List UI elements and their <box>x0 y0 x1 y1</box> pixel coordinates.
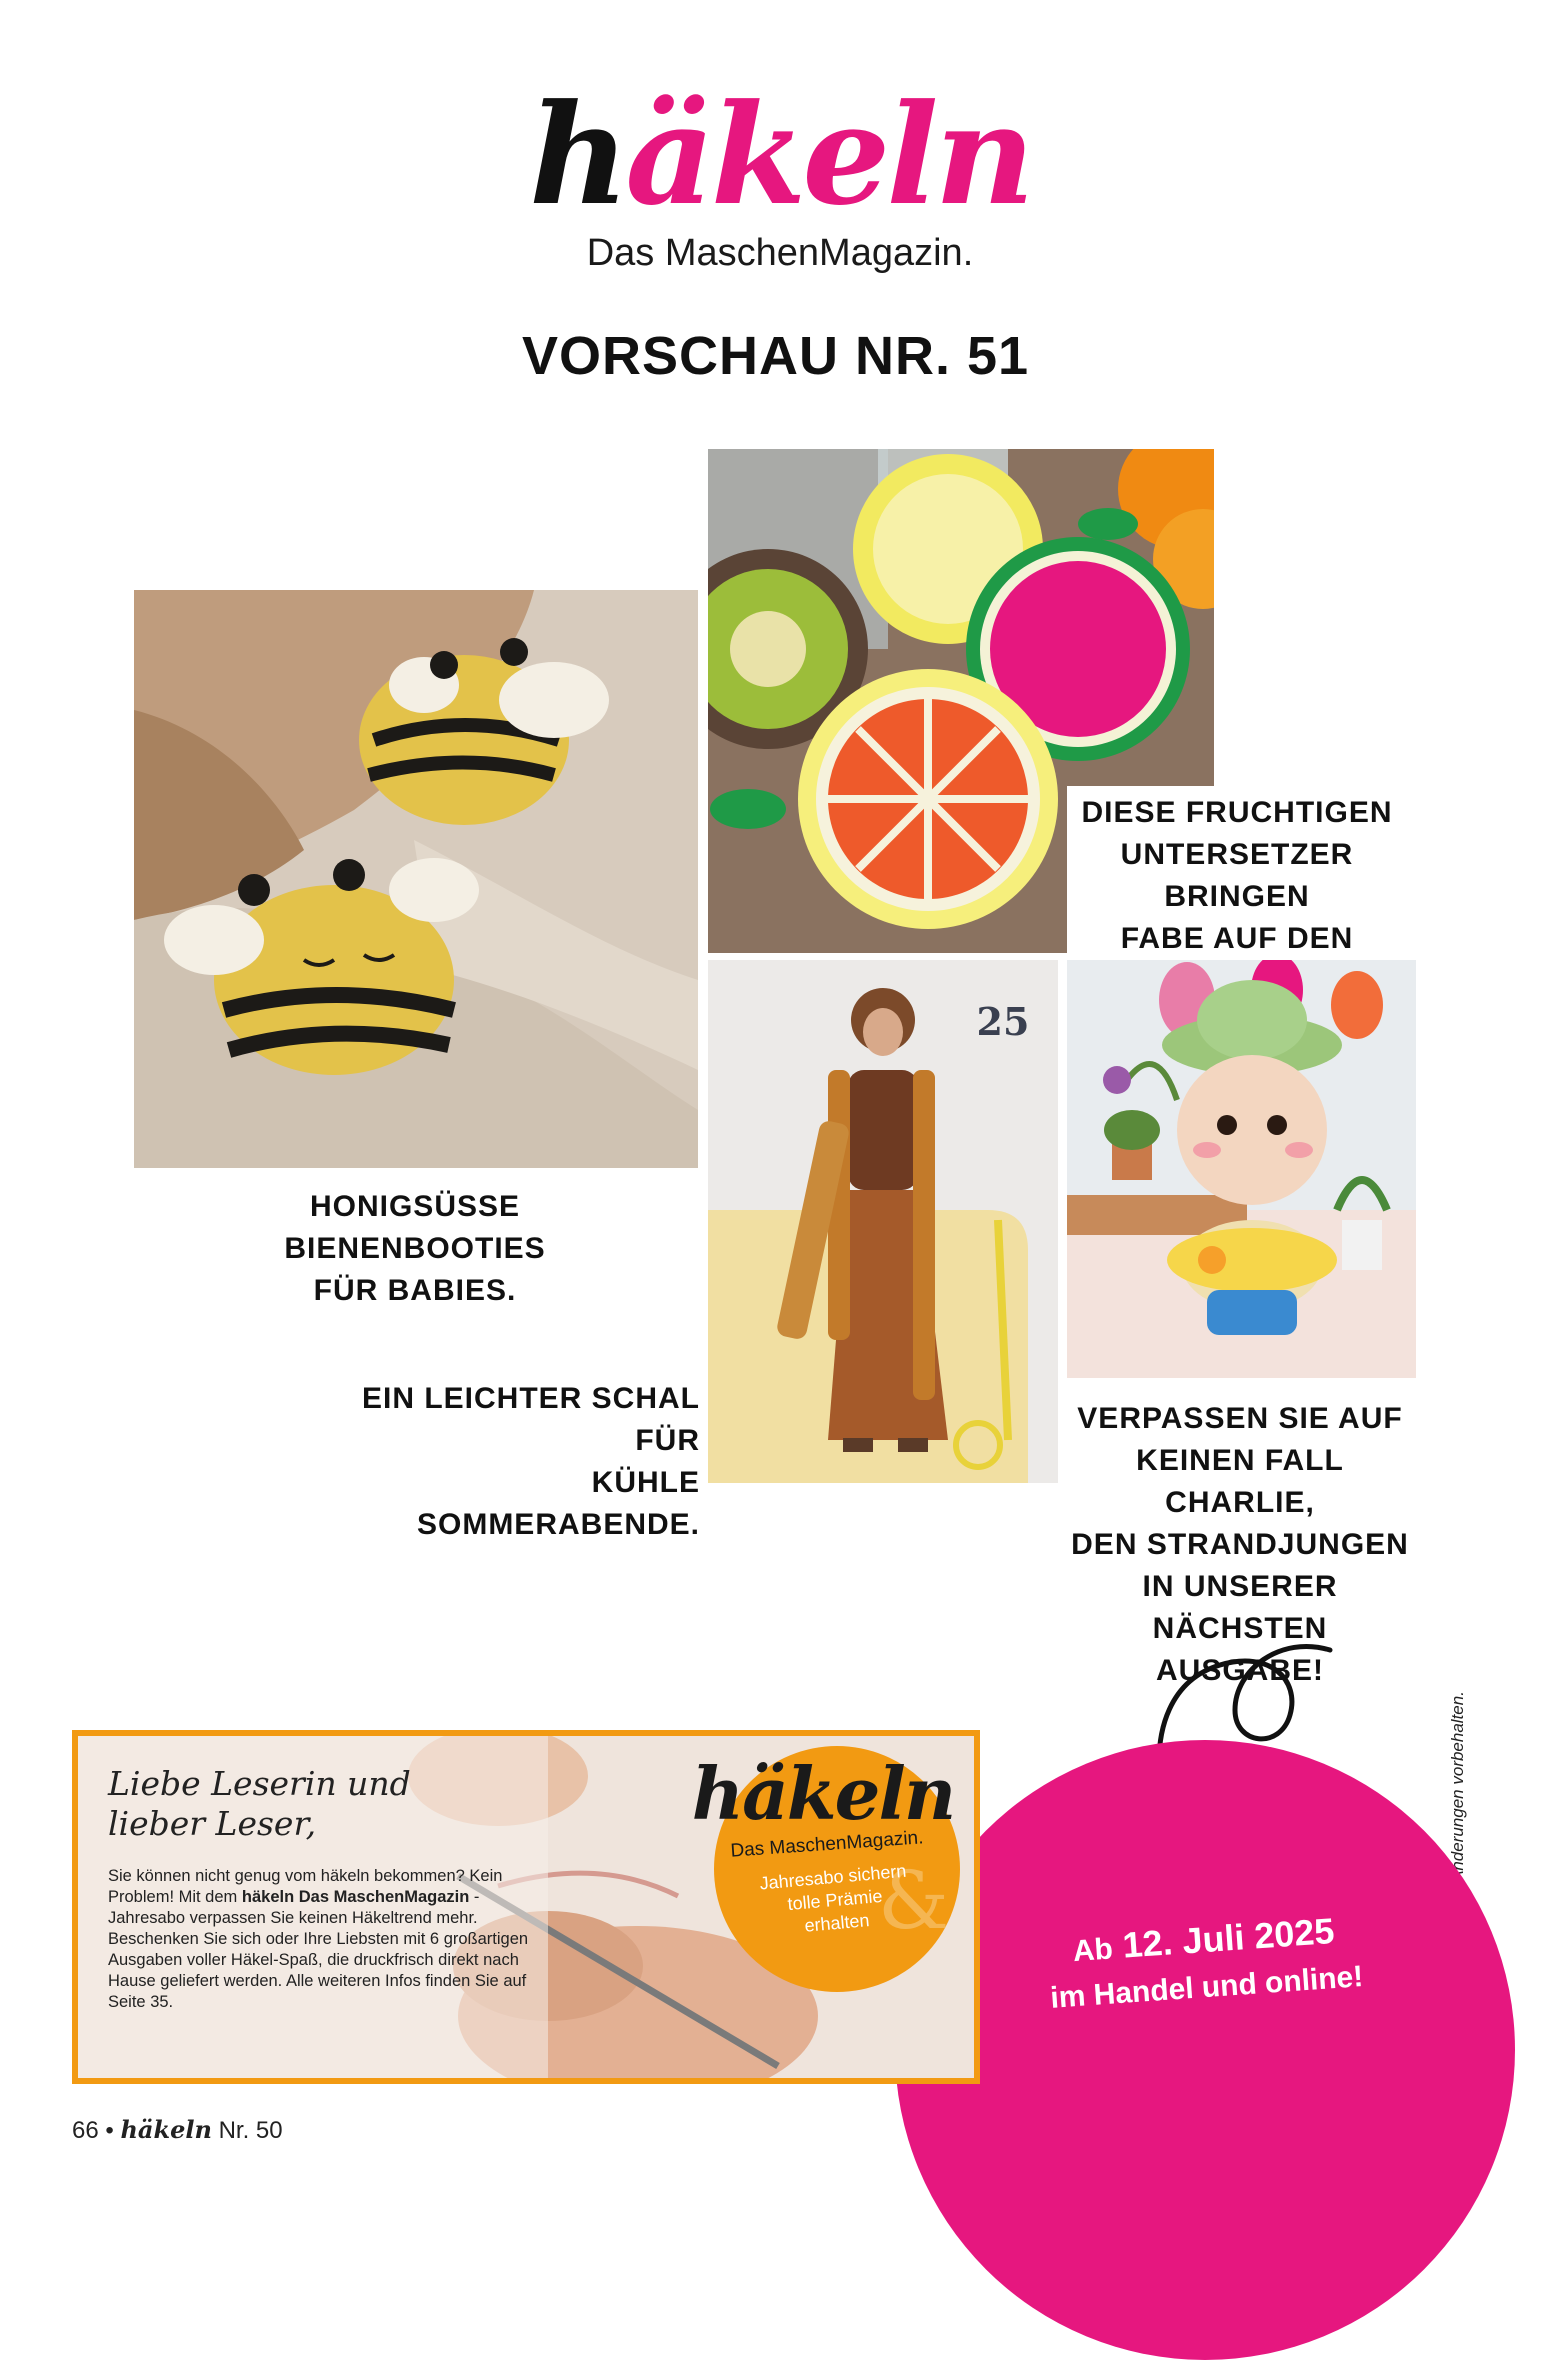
page-title: VORSCHAU NR. 51 <box>521 326 1030 386</box>
caption-line: FABE AUF DEN <box>1120 922 1354 955</box>
release-date-value: 12. Juli 2025 <box>1121 1909 1336 1966</box>
logo-wordmark: häkeln <box>529 73 1031 236</box>
caption-line: KEINEN FALL CHARLIE, <box>1136 1444 1344 1519</box>
ad-offer-line: tolle Prämie <box>786 1885 884 1915</box>
ad-body-intro: Sie können nicht genug vom häkeln bekommen? Kein Problem! Mit dem <box>108 1867 503 1906</box>
caption-line: VERPASSEN SIE AUF <box>1077 1402 1403 1435</box>
photo-bee-booties <box>134 590 698 1168</box>
photo-scarf-model <box>708 960 1058 1483</box>
ad-body-brand: häkeln Das MaschenMagazin <box>241 1888 470 1906</box>
magazine-logo <box>500 70 1060 290</box>
ad-ampersand: & <box>878 1854 950 1947</box>
ad-body-rest: -Jahresabo verpassen Sie keinen Häkeltrend mehr. Beschenken Sie sich oder Ihre Liebsten mit 6 großartigen Ausgaben voller Häkel-Spaß, die druckfrisch direkt nach Hause geliefert werden. Alle weiteren Infos finden Sie auf Seite 35. <box>108 1888 529 2011</box>
caption-line: DIESE FRUCHTIGEN <box>1081 796 1393 829</box>
caption-line: DEN STRANDJUNGEN <box>1071 1528 1409 1561</box>
disclaimer-note: Änderungen vorbehalten. <box>1448 1691 1467 1882</box>
footer-magazine: häkeln <box>120 2115 212 2144</box>
caption-line: AUSGABE! <box>1155 1654 1324 1687</box>
caption-booties <box>180 1186 650 1312</box>
ad-offer-line: erhalten <box>803 1910 871 1936</box>
ad-greeting <box>108 1764 448 1844</box>
footer-issue: Nr. 50 <box>218 2117 283 2144</box>
release-prefix: Ab <box>1071 1932 1114 1969</box>
page-number: 66 <box>72 2117 99 2144</box>
caption-line: KÜHLE SOMMERABENDE. <box>416 1466 700 1541</box>
ad-logo-wordmark: häkeln <box>691 1751 955 1836</box>
caption-line: UNTERSETZER BRINGEN <box>1120 838 1354 913</box>
caption-line: FÜR BABIES. <box>313 1274 517 1307</box>
caption-line: HONIGSÜSSE BIENENBOOTIES <box>284 1190 546 1265</box>
photo-number: 25 <box>976 999 1030 1044</box>
release-availability: im Handel und online! <box>1049 1960 1365 2015</box>
logo-tagline: Das MaschenMagazin. <box>586 232 974 274</box>
ad-body-text <box>108 1866 548 2013</box>
caption-line: EIN LEICHTER SCHAL FÜR <box>361 1382 700 1457</box>
photo-crochet-doll-charlie <box>1067 960 1416 1378</box>
ad-greeting-line: Liebe Leserin und <box>108 1764 411 1803</box>
caption-line: IN UNSERER NÄCHSTEN <box>1142 1570 1338 1645</box>
ad-greeting-line: lieber Leser, <box>108 1804 317 1843</box>
ad-logo-tagline: Das MaschenMagazin. <box>729 1827 925 1862</box>
footer-separator: • <box>105 2117 114 2144</box>
page-footer <box>72 2115 283 2145</box>
subscription-ad[interactable] <box>72 1730 980 2084</box>
caption-scarf <box>320 1378 700 1546</box>
ad-offer-line: Jahresabo sichern <box>758 1860 908 1894</box>
release-date-badge <box>895 1740 1515 2360</box>
